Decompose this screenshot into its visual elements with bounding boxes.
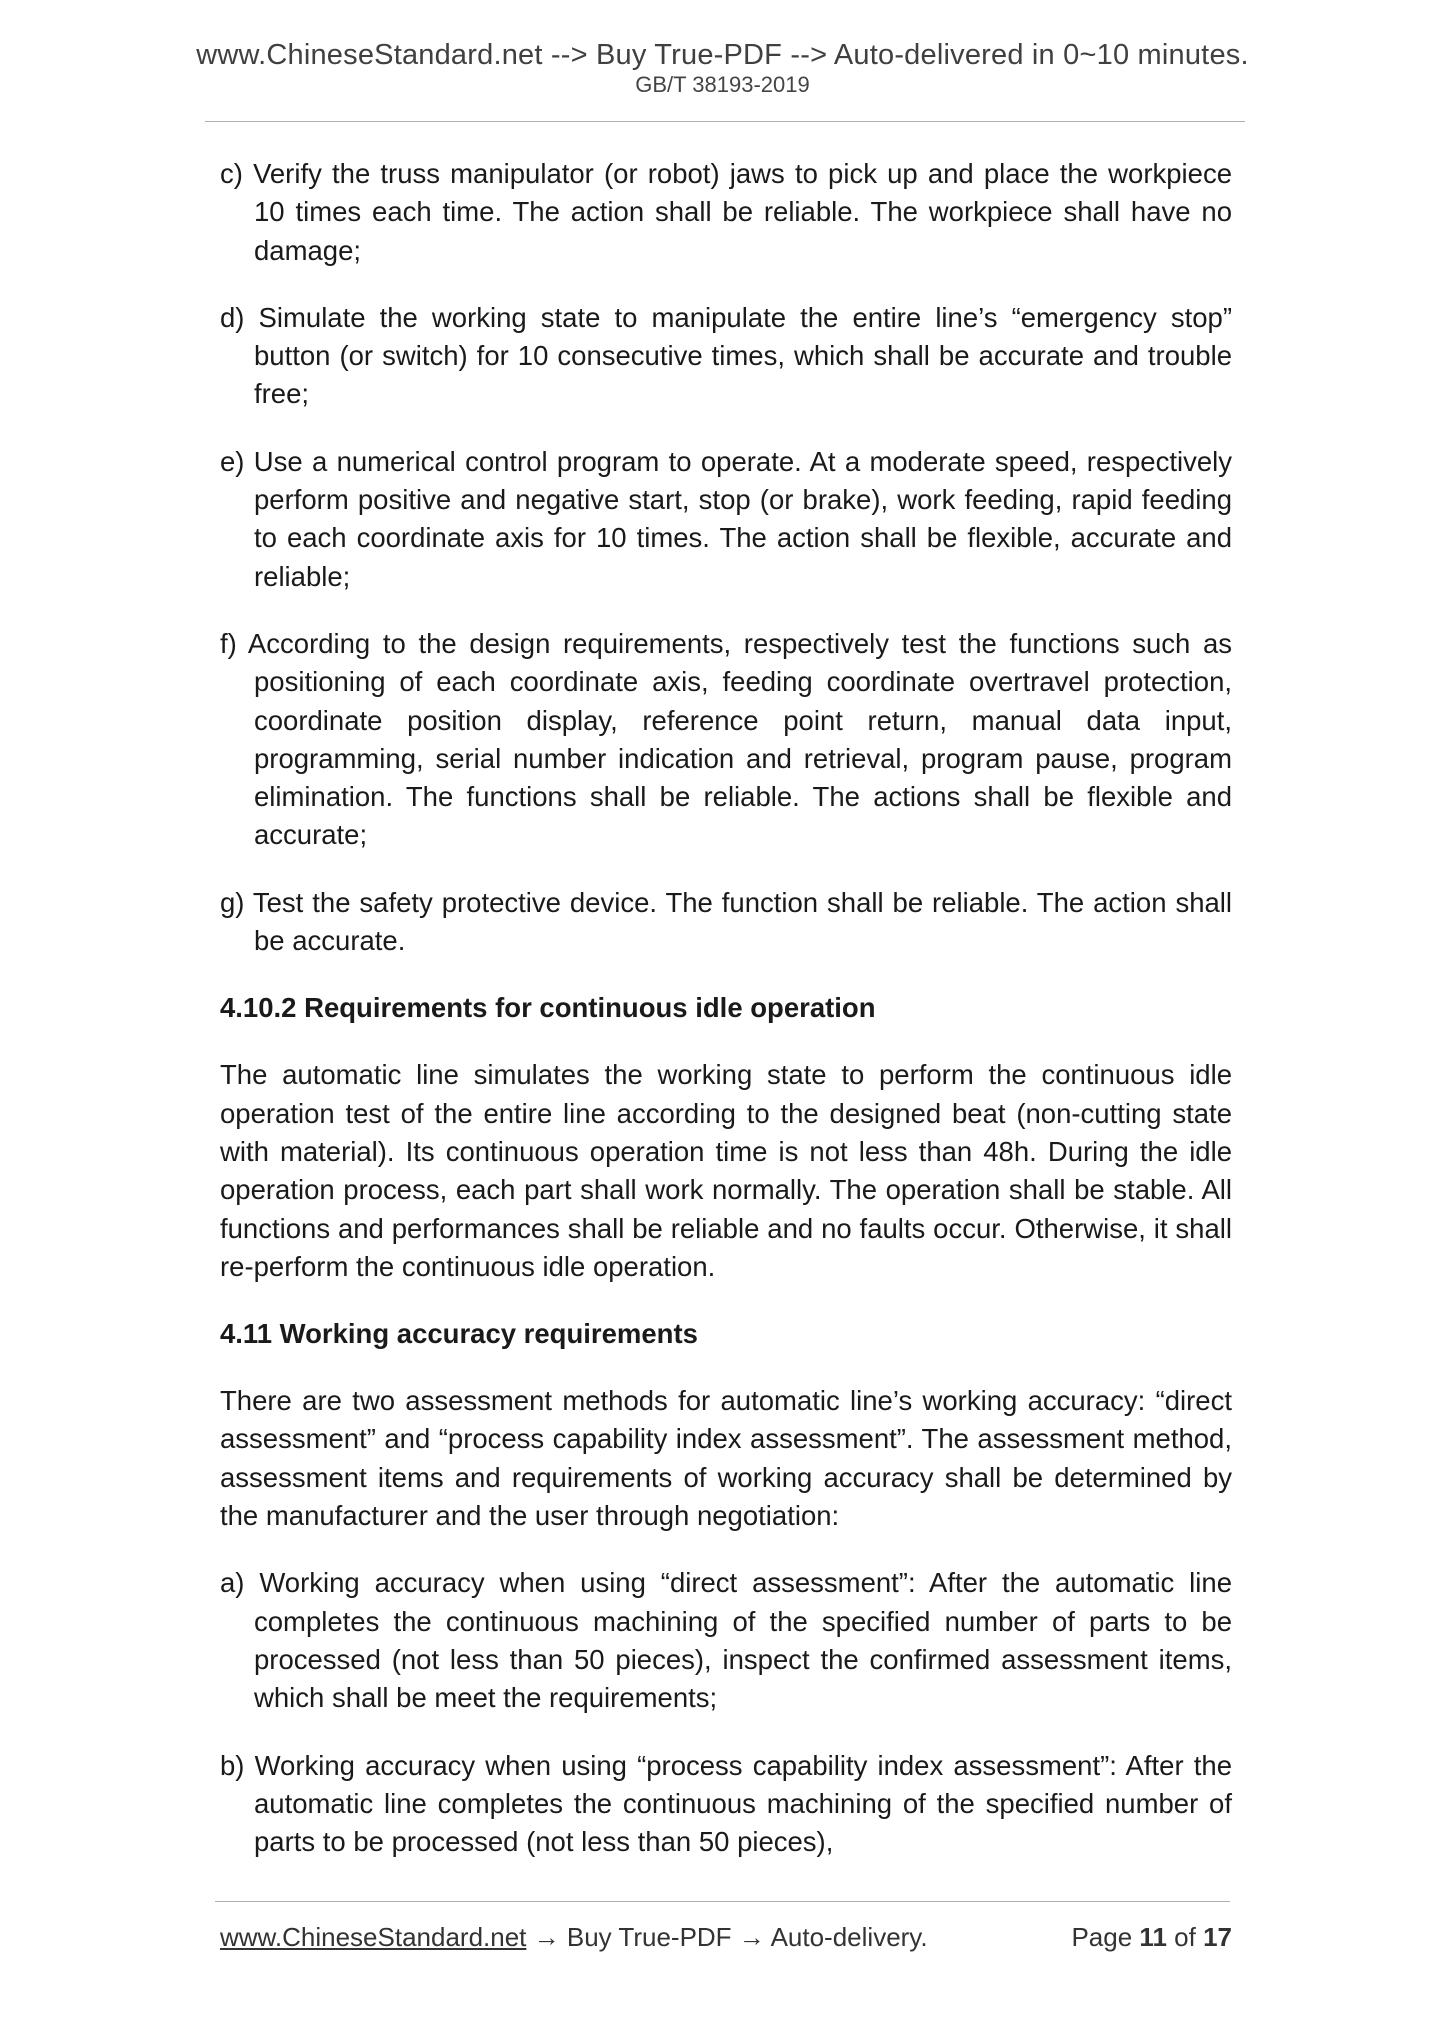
list-item-c: c) Verify the truss manipulator (or robot) jaws to pick up and place the workpiece 10 times each time. The action shall be reliable. The workpiece shall have no damage; — [220, 158, 1232, 266]
page-footer — [220, 1919, 1232, 1955]
section-paragraph-4-11: There are two assessment methods for automatic line’s working accuracy: “direct assessment” and “process capability index assessment”. The assessment method, assessment items and requirements of working accuracy shall be determined by the manufacturer and the user through negotiation: — [220, 1385, 1232, 1532]
footer-tagline: → Buy True-PDF → Auto-delivery. — [526, 1922, 928, 1952]
list-item-a: a) Working accuracy when using “direct assessment”: After the automatic line completes the continuous machining of the specified number of parts to be processed (not less than 50 pieces), inspect the confirmed assessment items, which shall be meet the requirements; — [220, 1567, 1232, 1714]
footer-site-link[interactable]: www.ChineseStandard.net — [220, 1922, 527, 1952]
section-heading-4-10-2: 4.10.2 Requirements for continuous idle operation — [220, 992, 876, 1024]
total-pages: 17 — [1203, 1922, 1232, 1952]
list-item-g: g) Test the safety protective device. The function shall be reliable. The action shall be accurate. — [220, 886, 1232, 957]
list-item-d: d) Simulate the working state to manipulate the entire line’s “emergency stop” button (or switch) for 10 consecutive times, which shall be accurate and trouble free; — [220, 301, 1232, 410]
section-heading-4-11: 4.11 Working accuracy requirements — [220, 1318, 698, 1350]
footer-divider — [215, 1901, 1230, 1902]
footer-left — [220, 1919, 928, 1955]
of-label: of — [1174, 1922, 1196, 1952]
list-item-b: b) Working accuracy when using “process capability index assessment”: After the automatic line completes the continuous machining of the specified number of parts to be processed (not less than 50 pieces), — [220, 1749, 1232, 1858]
document-id: GB/T 38193-2019 — [635, 72, 810, 97]
list-item-e: e) Use a numerical control program to operate. At a moderate speed, respectively perform positive and negative start, stop (or brake), work feeding, rapid feeding to each coordinate axis for 10 times. The action shall be flexible, accurate and reliable; — [220, 445, 1232, 592]
page-content — [220, 155, 1232, 1861]
list-item-f: f) According to the design requirements, respectively test the functions such as positioning of each coordinate axis, feeding coordinate overtravel protection, coordinate position display, reference point return, manual data input, programming, serial number indication and retrieval, program pause, program elimination. The functions shall be reliable. The actions shall be flexible and accurate; — [220, 627, 1232, 851]
page-indicator — [1071, 1919, 1232, 1955]
page-label: Page — [1071, 1922, 1133, 1952]
page-number: 11 — [1139, 1922, 1167, 1952]
header-banner: www.ChineseStandard.net --> Buy True-PDF --> Auto-delivered in 0~10 minutes. — [196, 39, 1249, 71]
section-paragraph-4-10-2: The automatic line simulates the working state to perform the continuous idle operation test of the entire line according to the designed beat (non-cutting state with material). Its continuous operation time is not less than 48h. During the idle operation process, each part shall work normally. The operation shall be stable. All functions and performances shall be reliable and no faults occur. Otherwise, it shall re-perform the continuous idle operation. — [220, 1059, 1232, 1282]
header-divider — [205, 121, 1245, 122]
